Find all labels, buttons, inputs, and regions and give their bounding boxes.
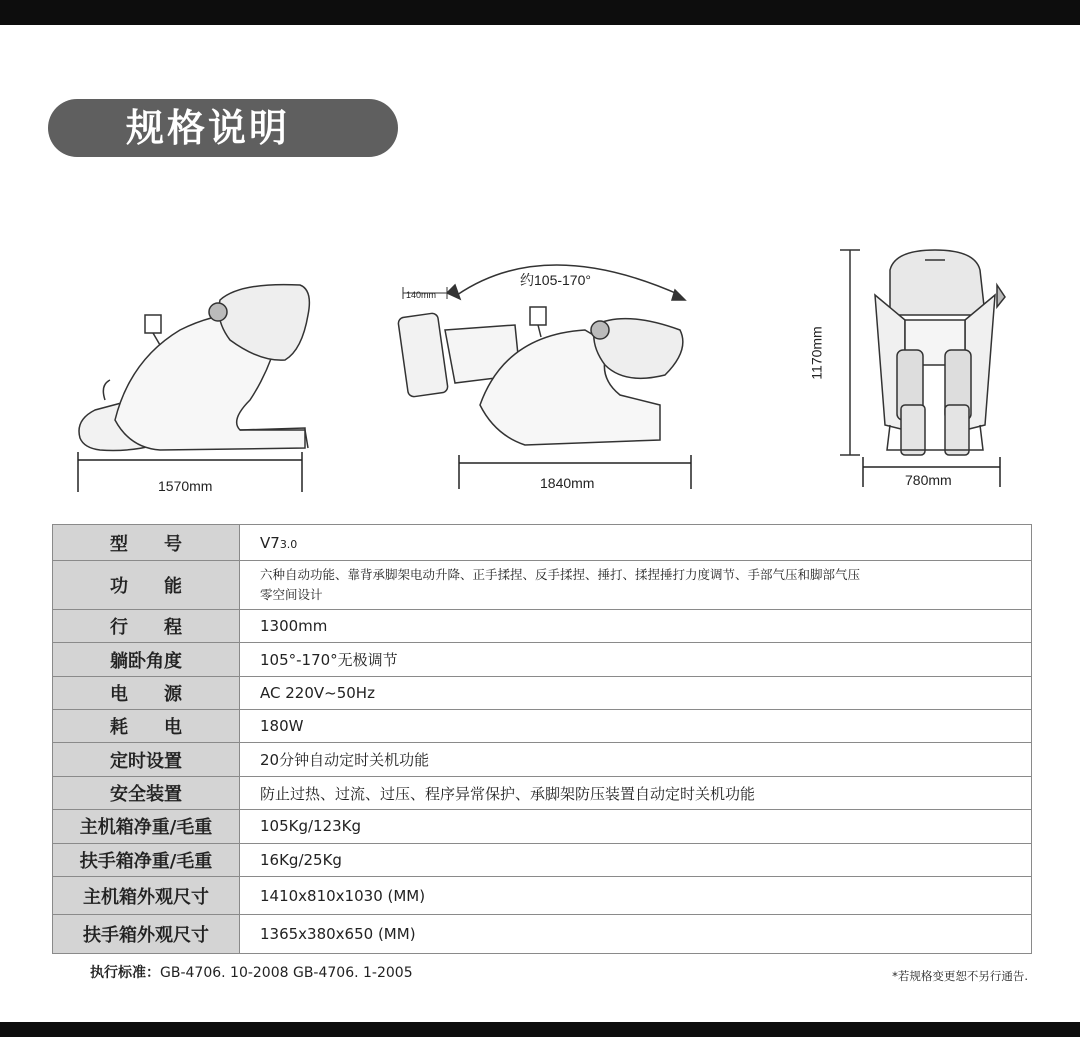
table-row [53, 609, 1032, 642]
spec-value-line1: 六种自动功能、靠背承脚架电动升降、正手揉捏、反手揉捏、捶打、揉捏捶打力度调节、手部气压和脚部气压 [260, 567, 861, 583]
top-black-bar [0, 0, 1080, 25]
table-row [53, 676, 1032, 709]
spec-label: 功 能 [53, 561, 240, 610]
table-row [53, 561, 1032, 610]
spec-value: 20分钟自动定时关机功能 [240, 743, 1032, 776]
spec-label: 主机箱净重/毛重 [53, 810, 240, 843]
standard-label: 执行标准： [90, 965, 160, 981]
spec-value-suffix: 3.0 [279, 537, 298, 551]
spec-value: 防止过热、过流、过压、程序异常保护、承脚架防压装置自动定时关机功能 [240, 776, 1032, 809]
front-height-label: 1170mm [808, 326, 825, 380]
spec-value: 1300mm [240, 609, 1032, 642]
spec-value: 180W [240, 710, 1032, 743]
spec-value: AC 220V~50Hz [240, 676, 1032, 709]
spec-value [240, 525, 1032, 561]
spec-table [52, 524, 1032, 954]
spec-value: 1410x810x1030 (MM) [240, 876, 1032, 914]
change-note: *若规格变更恕不另行通告. [892, 969, 1028, 983]
table-row [53, 776, 1032, 809]
spec-label: 主机箱外观尺寸 [53, 876, 240, 914]
spec-label: 电 源 [53, 676, 240, 709]
table-row [53, 643, 1032, 676]
table-row [53, 915, 1032, 954]
table-row [53, 810, 1032, 843]
spec-label: 行 程 [53, 609, 240, 642]
spec-label: 型 号 [53, 525, 240, 561]
reclined-width-label: 1840mm [540, 475, 595, 491]
bottom-black-bar [0, 1022, 1080, 1037]
reclined-view-figure [395, 255, 705, 495]
table-row [53, 876, 1032, 914]
table-row [53, 525, 1032, 561]
side-width-label: 1570mm [158, 478, 213, 494]
spec-label: 扶手箱净重/毛重 [53, 843, 240, 876]
spec-label: 躺卧角度 [53, 643, 240, 676]
spec-value: 1365x380x650 (MM) [240, 915, 1032, 954]
front-view-figure [825, 245, 1010, 495]
spec-label: 安全装置 [53, 776, 240, 809]
spec-value: 105°-170°无极调节 [240, 643, 1032, 676]
standard-value: GB-4706. 10-2008 GB-4706. 1-2005 [160, 965, 413, 981]
spec-label: 耗 电 [53, 710, 240, 743]
spec-value [240, 561, 1032, 610]
spec-value: 16Kg/25Kg [240, 843, 1032, 876]
front-width-label: 780mm [905, 472, 952, 488]
spec-label: 定时设置 [53, 743, 240, 776]
table-row [53, 843, 1032, 876]
spec-value-line2: 零空间设计 [260, 587, 323, 603]
spec-value: 105Kg/123Kg [240, 810, 1032, 843]
table-row [53, 743, 1032, 776]
spec-label: 扶手箱外观尺寸 [53, 915, 240, 954]
spec-value-main: V7 [260, 533, 280, 552]
reclined-leg-label: 140mm [406, 290, 437, 300]
reclined-angle-label: 约105-170° [520, 272, 591, 288]
side-view-figure [70, 270, 320, 500]
table-row [53, 710, 1032, 743]
page-title: 规格说明 [48, 99, 398, 157]
standard-line [90, 962, 413, 982]
